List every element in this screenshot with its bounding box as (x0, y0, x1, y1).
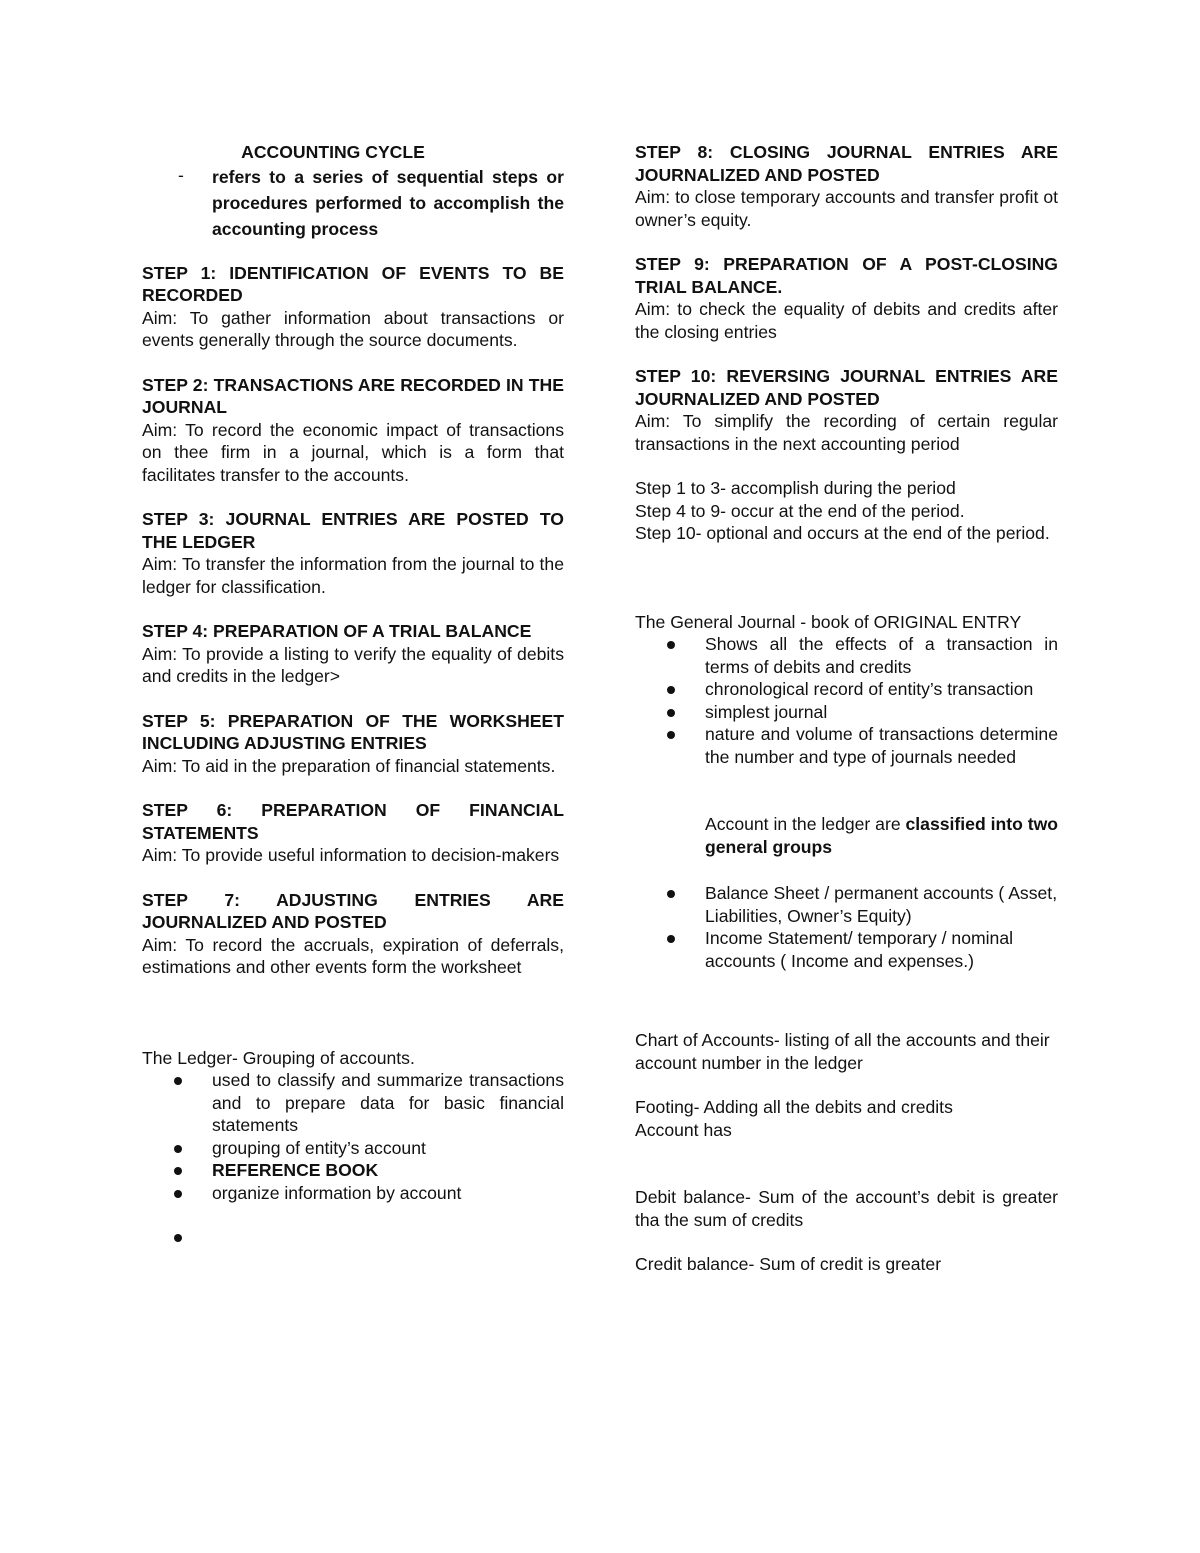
right-column (635, 141, 1058, 1276)
ledger-groups-bullet-list (635, 882, 1058, 972)
general-journal-intro: The General Journal - book of ORIGINAL ENTRY (635, 611, 1022, 632)
bullet-icon (667, 686, 675, 694)
step-aim: Aim: To transfer the information from the journal to the ledger for classification. (142, 554, 564, 597)
step-timing (635, 477, 1058, 545)
list-item: REFERENCE BOOK (142, 1159, 564, 1182)
step-heading: STEP 3: JOURNAL ENTRIES ARE POSTED TO THE LEDGER (142, 509, 564, 552)
bullet-icon (174, 1190, 182, 1198)
list-item: grouping of entity’s account (142, 1137, 564, 1160)
step-heading: STEP 7: ADJUSTING ENTRIES ARE JOURNALIZED AND POSTED (142, 889, 564, 932)
step-heading: STEP 2: TRANSACTIONS ARE RECORDED IN THE JOURNAL (142, 374, 564, 417)
step-4 (142, 620, 564, 688)
step-aim: Aim: To provide useful information to decision-makers (142, 845, 560, 865)
step-heading: STEP 10: REVERSING JOURNAL ENTRIES ARE JOURNALIZED AND POSTED (635, 366, 1058, 409)
list-item: chronological record of entity’s transaction (635, 678, 1058, 701)
step-3 (142, 508, 564, 598)
bullet-icon (174, 1145, 182, 1153)
step-aim: Aim: to check the equality of debits and credits after the closing entries (635, 299, 1058, 342)
footing-text: Footing- Adding all the debits and credits (635, 1097, 953, 1117)
step-heading: STEP 9: PREPARATION OF A POST-CLOSING TRIAL BALANCE. (635, 254, 1058, 297)
list-item: nature and volume of transactions determine the number and type of journals needed (635, 723, 1058, 768)
list-item: Income Statement/ temporary / nominal accounts ( Income and expenses.) (635, 927, 1058, 972)
general-journal-bullet-list (635, 633, 1058, 768)
list-item: simplest journal (635, 701, 1058, 724)
step-aim: Aim: To gather information about transactions or events generally through the source documents. (142, 307, 564, 350)
ledger-intro: The Ledger- Grouping of accounts. (142, 1047, 415, 1068)
debit-balance-text: Debit balance- Sum of the account’s debit is greater tha the sum of credits (635, 1187, 1058, 1230)
step-heading: STEP 8: CLOSING JOURNAL ENTRIES ARE JOURNALIZED AND POSTED (635, 142, 1058, 185)
list-item: used to classify and summarize transactions and to prepare data for basic financial statements (142, 1069, 564, 1137)
ledger-groups-text: Account in the ledger are classified into two general groups (705, 814, 1059, 857)
step-heading: STEP 5: PREPARATION OF THE WORKSHEET INCLUDING ADJUSTING ENTRIES (142, 710, 564, 753)
step-6 (142, 799, 564, 867)
list-item: Shows all the effects of a transaction in terms of debits and credits (635, 633, 1058, 678)
step-7 (142, 889, 564, 979)
timing-line: Step 4 to 9- occur at the end of the period. (635, 500, 965, 521)
bullet-icon (667, 890, 675, 898)
step-1 (142, 262, 564, 352)
list-item: organize information by account (142, 1182, 564, 1205)
bullet-icon (174, 1167, 182, 1175)
footing-text-continued: Account has (635, 1119, 732, 1140)
step-heading: STEP 4: PREPARATION OF A TRIAL BALANCE (142, 621, 532, 641)
step-aim: Aim: To record the economic impact of transactions on thee firm in a journal, which is a form that facilitates transfer to the accounts. (142, 419, 564, 485)
list-item: Balance Sheet / permanent accounts ( Asset, Liabilities, Owner’s Equity) (635, 882, 1058, 927)
bullet-icon (667, 935, 675, 943)
bullet-icon (667, 731, 675, 739)
timing-line: Step 10- optional and occurs at the end of the period. (635, 523, 1050, 543)
bullet-icon (174, 1077, 182, 1085)
step-aim: Aim: to close temporary accounts and transfer profit ot owner’s equity. (635, 187, 1058, 230)
step-aim: Aim: To record the accruals, expiration of deferrals, estimations and other events form the worksheet (142, 934, 564, 977)
definition-item (178, 164, 564, 242)
step-10 (635, 365, 1058, 455)
list-item (142, 1226, 564, 1249)
step-9 (635, 253, 1058, 343)
bullet-icon (174, 1234, 182, 1242)
step-2 (142, 374, 564, 487)
timing-line: Step 1 to 3- accomplish during the period (635, 478, 956, 498)
document-title: ACCOUNTING CYCLE (241, 142, 425, 162)
step-heading: STEP 1: IDENTIFICATION OF EVENTS TO BE RECORDED (142, 262, 564, 305)
ledger-bullet-list (142, 1069, 564, 1249)
definition-text: refers to a series of sequential steps or procedures performed to accomplish the accounting process (212, 166, 564, 239)
chart-of-accounts-text: Chart of Accounts- listing of all the accounts and their account number in the ledger (635, 1030, 1050, 1073)
left-column (142, 141, 564, 1249)
step-aim: Aim: To provide a listing to verify the equality of debits and credits in the ledger> (142, 643, 564, 686)
bullet-icon (667, 641, 675, 649)
credit-balance-text: Credit balance- Sum of credit is greater (635, 1254, 942, 1274)
bullet-icon (667, 709, 675, 717)
step-aim: Aim: To simplify the recording of certain regular transactions in the next accounting period (635, 411, 1058, 454)
step-heading: STEP 6: PREPARATION OF FINANCIAL STATEMENTS (142, 800, 564, 843)
dash-marker: - (178, 164, 184, 185)
step-8 (635, 141, 1058, 231)
step-aim: Aim: To aid in the preparation of financial statements. (142, 755, 556, 776)
step-5 (142, 710, 564, 778)
